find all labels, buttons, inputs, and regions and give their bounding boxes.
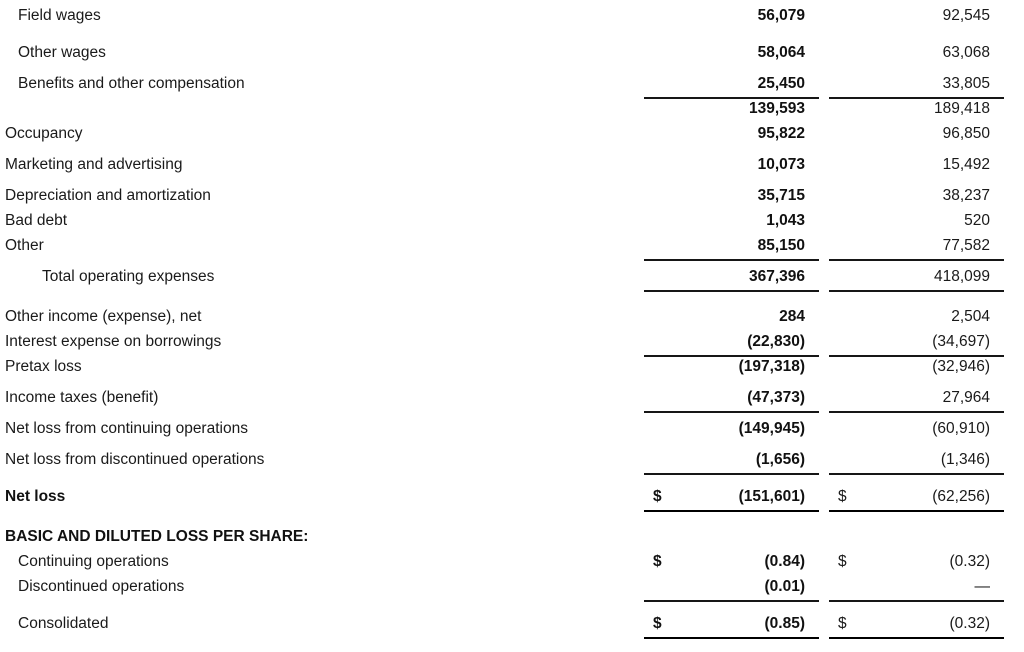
dollar-sign: $ bbox=[653, 615, 662, 632]
amount-prior-period bbox=[829, 332, 1004, 357]
row-label: Discontinued operations bbox=[18, 578, 185, 595]
table-row bbox=[0, 527, 1024, 552]
amount-current-period bbox=[644, 43, 819, 68]
amount-value: 520 bbox=[964, 212, 990, 229]
row-label: Net loss from continuing operations bbox=[5, 420, 248, 437]
amount-current-period bbox=[644, 124, 819, 149]
amount-current-period bbox=[644, 577, 819, 602]
amount-prior-period bbox=[829, 186, 1004, 211]
amount-prior-period bbox=[829, 267, 1004, 292]
amount-current-period bbox=[644, 419, 819, 444]
amount-current-period bbox=[644, 74, 819, 99]
table-row bbox=[0, 124, 1024, 149]
dollar-sign: $ bbox=[653, 553, 662, 570]
amount-value: 85,150 bbox=[757, 237, 805, 254]
amount-value: (149,945) bbox=[738, 420, 805, 437]
amount-current-period bbox=[644, 388, 819, 413]
table-row bbox=[0, 450, 1024, 475]
table-row bbox=[0, 487, 1024, 512]
amount-current-period bbox=[644, 155, 819, 180]
amount-current-period bbox=[644, 357, 819, 382]
amount-value: (1,346) bbox=[940, 451, 990, 468]
amount-current-period bbox=[644, 211, 819, 236]
amount-prior-period bbox=[829, 487, 1004, 512]
table-row bbox=[0, 6, 1024, 31]
amount-value: 63,068 bbox=[942, 44, 990, 61]
amount-value: 2,504 bbox=[951, 308, 990, 325]
table-row bbox=[0, 388, 1024, 413]
table-row bbox=[0, 552, 1024, 577]
amount-value: (0.01) bbox=[764, 578, 805, 595]
amount-prior-period bbox=[829, 74, 1004, 99]
amount-value: 96,850 bbox=[942, 125, 990, 142]
amount-prior-period bbox=[829, 307, 1004, 332]
amount-value: (47,373) bbox=[747, 389, 805, 406]
row-label: Consolidated bbox=[18, 615, 109, 632]
amount-current-period bbox=[644, 487, 819, 512]
amount-value: 56,079 bbox=[757, 7, 805, 24]
amount-value: 95,822 bbox=[757, 125, 805, 142]
amount-prior-period bbox=[829, 236, 1004, 261]
row-label: Net loss bbox=[5, 488, 66, 505]
amount-value: 77,582 bbox=[942, 237, 990, 254]
financial-statement bbox=[0, 6, 1024, 652]
amount-value: (197,318) bbox=[738, 358, 805, 375]
table-row bbox=[0, 577, 1024, 602]
table-row bbox=[0, 43, 1024, 68]
amount-value: (0.32) bbox=[949, 553, 990, 570]
amount-current-period bbox=[644, 99, 819, 124]
amount-prior-period bbox=[829, 450, 1004, 475]
amount-value: (32,946) bbox=[932, 358, 990, 375]
table-row bbox=[0, 307, 1024, 332]
amount-value: 1,043 bbox=[766, 212, 805, 229]
table-row bbox=[0, 419, 1024, 444]
amount-value: (0.32) bbox=[949, 615, 990, 632]
table-row bbox=[0, 74, 1024, 99]
amount-current-period bbox=[644, 614, 819, 639]
amount-prior-period bbox=[829, 419, 1004, 444]
amount-prior-period bbox=[829, 43, 1004, 68]
row-label: BASIC AND DILUTED LOSS PER SHARE: bbox=[5, 528, 309, 545]
row-label: Field wages bbox=[18, 7, 101, 24]
amount-value: 418,099 bbox=[933, 268, 990, 285]
row-label: Benefits and other compensation bbox=[18, 75, 245, 92]
table-row bbox=[0, 236, 1024, 261]
table-row bbox=[0, 211, 1024, 236]
row-label: Other income (expense), net bbox=[5, 308, 202, 325]
dollar-sign: $ bbox=[653, 488, 662, 505]
row-label: Pretax loss bbox=[5, 358, 82, 375]
amount-prior-period bbox=[829, 577, 1004, 602]
row-label: Bad debt bbox=[5, 212, 68, 229]
amount-current-period bbox=[644, 186, 819, 211]
row-label: Occupancy bbox=[5, 125, 83, 142]
table-row bbox=[0, 155, 1024, 180]
row-label: Continuing operations bbox=[18, 553, 169, 570]
table-row bbox=[0, 332, 1024, 357]
amount-prior-period bbox=[829, 614, 1004, 639]
amount-value: 139,593 bbox=[748, 100, 805, 117]
amount-value: 27,964 bbox=[942, 389, 990, 406]
amount-value: 25,450 bbox=[757, 75, 805, 92]
amount-prior-period bbox=[829, 388, 1004, 413]
amount-value: 92,545 bbox=[942, 7, 990, 24]
amount-value: 33,805 bbox=[942, 75, 990, 92]
amount-value: (0.84) bbox=[764, 553, 805, 570]
row-label: Depreciation and amortization bbox=[5, 187, 211, 204]
amount-prior-period bbox=[829, 155, 1004, 180]
table-row bbox=[0, 267, 1024, 292]
amount-current-period bbox=[644, 450, 819, 475]
amount-value: 58,064 bbox=[757, 44, 805, 61]
amount-prior-period bbox=[829, 552, 1004, 577]
amount-value: 35,715 bbox=[757, 187, 805, 204]
table-row bbox=[0, 186, 1024, 211]
financial-table bbox=[0, 6, 1024, 639]
row-label: Net loss from discontinued operations bbox=[5, 451, 265, 468]
row-label: Other wages bbox=[18, 44, 106, 61]
amount-value: 189,418 bbox=[933, 100, 990, 117]
amount-value: (0.85) bbox=[764, 615, 805, 632]
dollar-sign: $ bbox=[838, 488, 847, 505]
amount-value: — bbox=[974, 578, 990, 595]
row-label: Marketing and advertising bbox=[5, 156, 183, 173]
amount-value: 38,237 bbox=[942, 187, 990, 204]
amount-current-period bbox=[644, 307, 819, 332]
amount-current-period bbox=[644, 267, 819, 292]
amount-current-period bbox=[644, 552, 819, 577]
row-label: Other bbox=[5, 237, 44, 254]
row-label: Interest expense on borrowings bbox=[5, 333, 222, 350]
dollar-sign: $ bbox=[838, 615, 847, 632]
table-row bbox=[0, 357, 1024, 382]
amount-value: (1,656) bbox=[755, 451, 805, 468]
row-label: Income taxes (benefit) bbox=[5, 389, 159, 406]
amount-current-period bbox=[644, 332, 819, 357]
amount-value: (151,601) bbox=[738, 488, 805, 505]
dollar-sign: $ bbox=[838, 553, 847, 570]
amount-value: (34,697) bbox=[932, 333, 990, 350]
amount-value: (62,256) bbox=[932, 488, 990, 505]
amount-current-period bbox=[644, 236, 819, 261]
amount-value: 10,073 bbox=[757, 156, 805, 173]
table-row bbox=[0, 614, 1024, 639]
amount-current-period bbox=[644, 6, 819, 31]
amount-prior-period bbox=[829, 124, 1004, 149]
amount-prior-period bbox=[829, 211, 1004, 236]
amount-value: 15,492 bbox=[942, 156, 990, 173]
row-label: Total operating expenses bbox=[42, 268, 215, 285]
amount-prior-period bbox=[829, 6, 1004, 31]
amount-value: (60,910) bbox=[932, 420, 990, 437]
amount-prior-period bbox=[829, 99, 1004, 124]
amount-value: (22,830) bbox=[747, 333, 805, 350]
amount-value: 367,396 bbox=[748, 268, 805, 285]
amount-prior-period bbox=[829, 357, 1004, 382]
table-row bbox=[0, 99, 1024, 124]
amount-value: 284 bbox=[779, 308, 805, 325]
